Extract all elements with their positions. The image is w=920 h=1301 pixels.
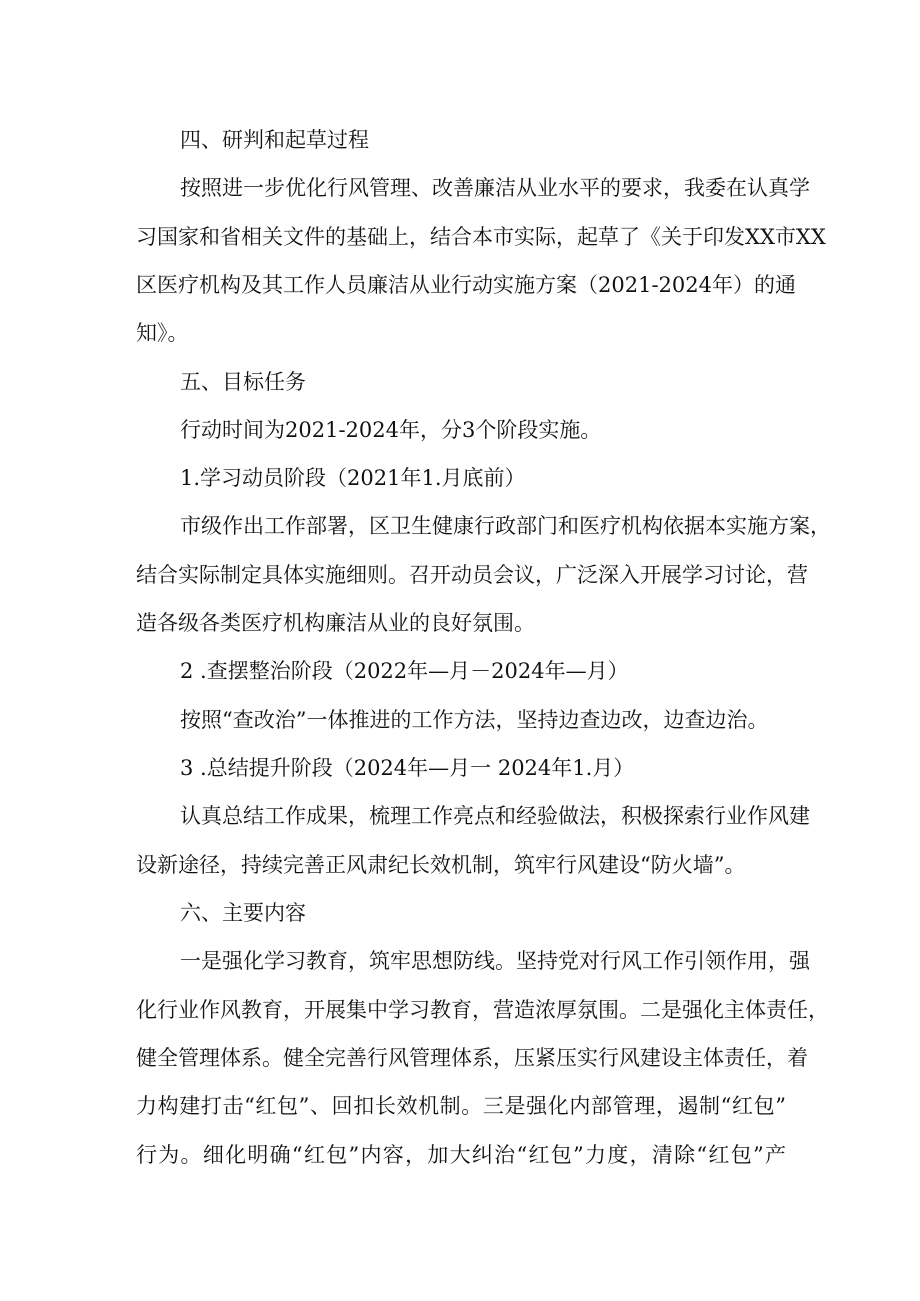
paragraph-line: 行为。细化明确“红包”内容，加大纠治“红包”力度，清除“红包”产 <box>136 1143 786 1167</box>
paragraph-line: 区医疗机构及其工作人员廉洁从业行动实施方案（2021-2024年）的通 <box>136 273 796 297</box>
paragraph-line: 认真总结工作成果，梳理工作亮点和经验做法，积极探索行业作风建 <box>180 804 810 828</box>
paragraph-line: 结合实际制定具体实施细则。召开动员会议，广泛深入开展学习讨论，营 <box>136 563 808 587</box>
paragraph-line: 按照“查改治”一体推进的工作方法，坚持边查边改，边查边治。 <box>180 708 769 732</box>
paragraph-line: 一是强化学习教育，筑牢思想防线。坚持党对行风工作引领作用，强 <box>180 949 810 973</box>
subheading-stage-3: 3 .总结提升阶段（2024年—月一 2024年1.月） <box>180 756 635 780</box>
paragraph-line: 按照进一步优化行风管理、改善廉洁从业水平的要求，我委在认真学 <box>180 176 810 200</box>
paragraph-line: 造各级各类医疗机构廉洁从业的良好氛围。 <box>136 611 535 635</box>
heading-section-5: 五、目标任务 <box>180 370 306 394</box>
paragraph-line: 行动时间为2021-2024年，分3个阶段实施。 <box>180 418 602 442</box>
paragraph-line: 市级作出工作部署，区卫生健康行政部门和医疗机构依据本实施方案， <box>180 514 831 538</box>
heading-section-6: 六、主要内容 <box>180 901 306 925</box>
paragraph-line: 设新途径，持续完善正风肃纪长效机制，筑牢行风建设“防火墙”。 <box>136 853 746 877</box>
paragraph-line: 力构建打击“红包”、回扣长效机制。三是强化内部管理，遏制“红包” <box>136 1094 786 1118</box>
paragraph-line: 化行业作风教育，开展集中学习教育，营造浓厚氛围。二是强化主体责任， <box>136 998 829 1022</box>
paragraph-line: 习国家和省相关文件的基础上，结合本市实际，起草了《关于印发XX市XX <box>136 225 826 249</box>
subheading-stage-2: 2 .查摆整治阶段（2022年—月－2024年—月） <box>180 659 629 683</box>
heading-section-4: 四、研判和起草过程 <box>180 128 369 152</box>
paragraph-line: 知》。 <box>136 321 189 345</box>
paragraph-line: 健全管理体系。健全完善行风管理体系，压紧压实行风建设主体责任，着 <box>136 1046 808 1070</box>
subheading-stage-1: 1.学习动员阶段（2021年1.月底前） <box>180 466 526 490</box>
